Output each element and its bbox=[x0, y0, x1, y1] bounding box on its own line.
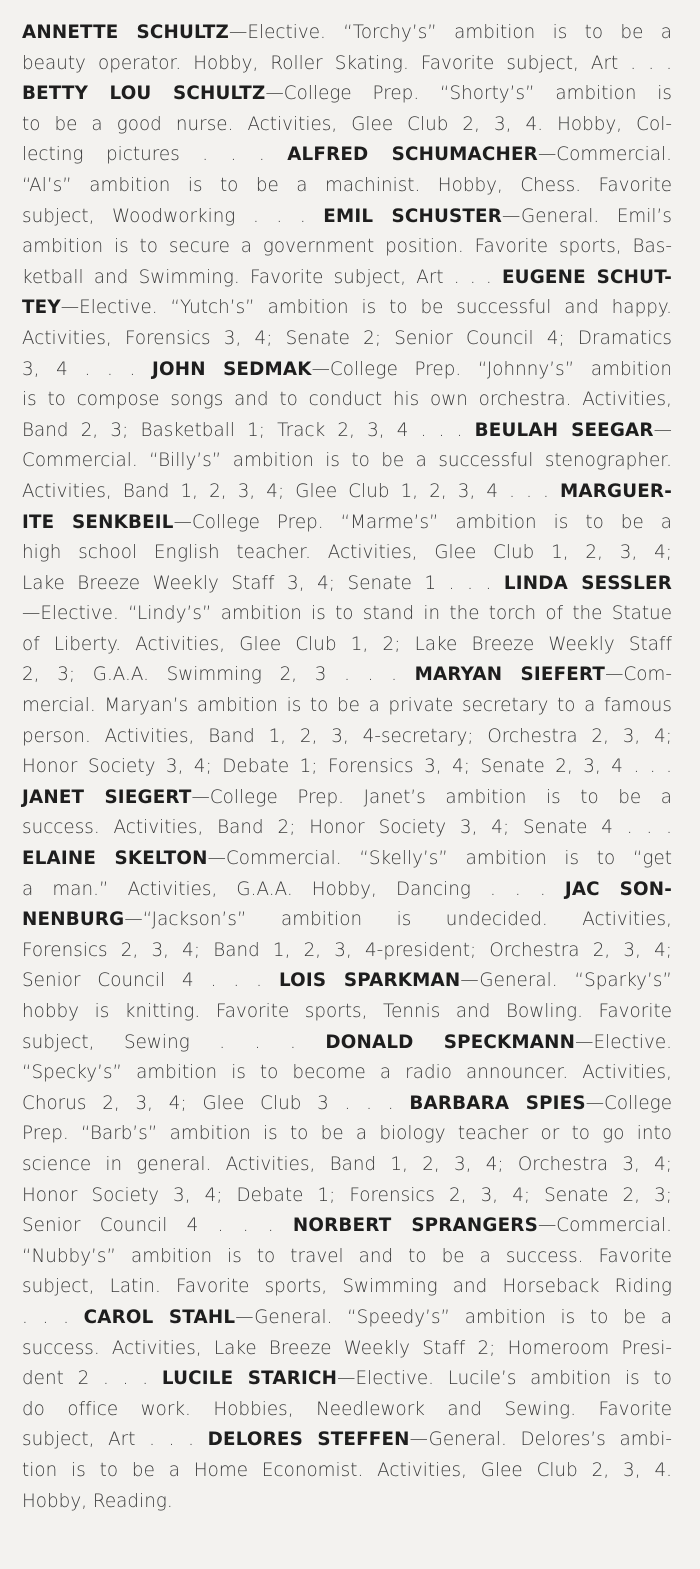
biography-text: Activities, Forensics 3, 4; Senate 2; Senior Council 4; Dramatics bbox=[22, 327, 672, 349]
biography-text: —College Prep. Janet’s ambition is to be a bbox=[191, 786, 672, 808]
text-line bbox=[22, 1425, 672, 1456]
biography-text: —General. Emil’s bbox=[502, 205, 672, 227]
biography-text: —Elective. Lucile’s ambition is to bbox=[337, 1368, 672, 1390]
biography-text: of Liberty. Activities, Glee Club 1, 2; Lake Breeze Weekly Staff bbox=[22, 633, 672, 655]
text-line bbox=[22, 966, 672, 997]
student-name: MARYAN SIEFERT bbox=[414, 664, 606, 686]
text-line bbox=[22, 936, 672, 967]
text-line bbox=[22, 1364, 672, 1395]
text-line bbox=[22, 1272, 672, 1303]
student-name: TEY bbox=[22, 297, 61, 319]
student-name: ALFRED SCHUMACHER bbox=[287, 144, 538, 166]
biography-text: a man.” Activities, G.A.A. Hobby, Dancing . . . bbox=[22, 878, 565, 900]
text-line bbox=[22, 232, 672, 263]
text-line bbox=[22, 569, 672, 600]
student-name: EUGENE SCHUT- bbox=[501, 266, 672, 288]
biography-text: —College Prep. “Marme’s” ambition is to be a bbox=[173, 511, 672, 533]
text-line bbox=[22, 140, 672, 171]
biography-text: subject, Woodworking . . . bbox=[22, 205, 324, 227]
biography-text: subject, Sewing . . . bbox=[22, 1031, 326, 1053]
text-line bbox=[22, 752, 672, 783]
student-name: CAROL STAHL bbox=[83, 1306, 236, 1328]
biography-text: to be a good nurse. Activities, Glee Club 2, 3, 4. Hobby, Col- bbox=[22, 113, 672, 135]
student-name: ITE SENKBEIL bbox=[22, 511, 174, 533]
senior-biographies-column bbox=[22, 18, 672, 1517]
biography-text: hobby is knitting. Favorite sports, Tennis and Bowling. Favorite bbox=[22, 1001, 672, 1022]
biography-text: person. Activities, Band 1, 2, 3, 4-secretary; Orchestra 2, 3, 4; bbox=[22, 725, 672, 747]
text-line bbox=[22, 660, 672, 691]
biography-text: do office work. Hobbies, Needlework and Sewing. Favorite bbox=[22, 1398, 672, 1420]
biography-text: —Elective. “Lindy’s” ambition is to stand in the torch of the Statue bbox=[22, 603, 672, 625]
text-line bbox=[22, 813, 672, 844]
biography-text: —College Prep. “Johnny’s” ambition bbox=[311, 358, 672, 380]
text-line bbox=[22, 1395, 672, 1426]
biography-text: ambition is to secure a government position. Favorite sports, Bas- bbox=[22, 236, 672, 258]
biography-text: “Specky’s” ambition is to become a radio announcer. Activities, bbox=[22, 1062, 672, 1084]
biography-text: high school English teacher. Activities, Glee Club 1, 2, 3, 4; bbox=[22, 542, 672, 564]
biography-text: “Al’s” ambition is to be a machinist. Hobby, Chess. Favorite bbox=[22, 174, 672, 196]
text-line bbox=[22, 446, 672, 477]
text-line bbox=[22, 875, 672, 906]
biography-text: —Elective. bbox=[575, 1031, 672, 1053]
biography-text: —Commercial. bbox=[537, 144, 672, 166]
biography-text: science in general. Activities, Band 1, 2, 3, 4; Orchestra 3, 4; bbox=[22, 1153, 672, 1175]
text-line bbox=[22, 110, 672, 141]
text-line bbox=[22, 263, 672, 294]
text-line bbox=[22, 905, 672, 936]
biography-text: — bbox=[653, 419, 672, 441]
biography-text: Senior Council 4 . . . bbox=[22, 970, 279, 992]
biography-text: —Commercial. bbox=[537, 1215, 672, 1237]
text-line bbox=[22, 538, 672, 569]
text-line bbox=[22, 477, 672, 508]
student-name: NORBERT SPRANGERS bbox=[292, 1215, 538, 1237]
biography-text: 2, 3; G.A.A. Swimming 2, 3 . . . bbox=[22, 664, 415, 686]
student-name: LOIS SPARKMAN bbox=[278, 970, 461, 992]
biography-text: beauty operator. Hobby, Roller Skating. Favorite subject, Art . . . bbox=[22, 52, 672, 74]
biography-text: ketball and Swimming. Favorite subject, Art . . . bbox=[22, 266, 502, 288]
biography-text: —General. “Sparky’s” bbox=[460, 970, 672, 992]
biography-text: —Commercial. “Skelly’s” ambition is to “get bbox=[207, 848, 673, 870]
text-line bbox=[22, 79, 672, 110]
text-line bbox=[22, 1334, 672, 1365]
student-name: MARGUER- bbox=[559, 480, 672, 502]
text-line bbox=[22, 1119, 672, 1150]
text-line bbox=[22, 722, 672, 753]
biography-text: —College bbox=[585, 1092, 672, 1114]
text-line bbox=[22, 1089, 672, 1120]
text-line bbox=[22, 508, 672, 539]
biography-text: Activities, Band 1, 2, 3, 4; Glee Club 1, 2, 3, 4 . . . bbox=[22, 480, 560, 502]
text-line bbox=[22, 1058, 672, 1089]
biography-text: success. Activities, Band 2; Honor Society 3, 4; Senate 4 . . . bbox=[22, 817, 672, 839]
text-line bbox=[22, 293, 672, 324]
text-line bbox=[22, 691, 672, 722]
text-line bbox=[22, 385, 672, 416]
biography-text: Hobby, Reading. bbox=[22, 1490, 173, 1512]
biography-text: mercial. Maryan’s ambition is to be a private secretary to a famous bbox=[22, 695, 672, 717]
biography-text: dent 2 . . . bbox=[22, 1368, 162, 1390]
biography-text: Honor Society 3, 4; Debate 1; Forensics 3, 4; Senate 2, 3, 4 . . . bbox=[22, 756, 672, 778]
biography-text: 3, 4 . . . bbox=[22, 358, 152, 380]
student-name: JOHN SEDMAK bbox=[151, 358, 312, 380]
text-line bbox=[22, 599, 672, 630]
biography-text: —General. Delores’s ambi- bbox=[409, 1429, 673, 1451]
student-name: JAC SON- bbox=[564, 878, 672, 900]
biography-text: Lake Breeze Weekly Staff 3, 4; Senate 1 . . . bbox=[22, 572, 504, 594]
biography-text: subject, Art . . . bbox=[22, 1429, 208, 1451]
text-line bbox=[22, 844, 672, 875]
text-line bbox=[22, 171, 672, 202]
biography-text: —“Jackson’s” ambition is undecided. Activities, bbox=[124, 909, 672, 931]
text-line bbox=[22, 1181, 672, 1212]
student-name: DELORES STEFFEN bbox=[207, 1429, 410, 1451]
biography-text: Chorus 2, 3, 4; Glee Club 3 . . . bbox=[22, 1092, 410, 1114]
biography-text: —General. “Speedy’s” ambition is to be a bbox=[235, 1306, 672, 1328]
student-name: DONALD SPECKMANN bbox=[325, 1031, 576, 1053]
text-line bbox=[22, 416, 672, 447]
biography-text: . . . bbox=[22, 1306, 84, 1328]
biography-text: “Nubby’s” ambition is to travel and to be a success. Favorite bbox=[22, 1245, 672, 1267]
text-line bbox=[22, 997, 672, 1028]
biography-text: success. Activities, Lake Breeze Weekly Staff 2; Homeroom Presi- bbox=[22, 1337, 672, 1359]
student-name: EMIL SCHUSTER bbox=[323, 205, 503, 227]
text-line bbox=[22, 1303, 672, 1334]
student-name: JANET SIEGERT bbox=[22, 786, 192, 808]
student-name: ANNETTE SCHULTZ bbox=[22, 22, 230, 43]
biography-text: —Elective. “Torchy’s” ambition is to be a bbox=[229, 22, 672, 43]
biography-text: Senior Council 4 . . . bbox=[22, 1215, 293, 1237]
biography-text: Prep. “Barb’s” ambition is to be a biology teacher or to go into bbox=[22, 1123, 672, 1145]
student-name: LINDA SESSLER bbox=[503, 572, 672, 594]
biography-text: tion is to be a Home Economist. Activities, Glee Club 2, 3, 4. bbox=[22, 1459, 672, 1481]
student-name: ELAINE SKELTON bbox=[22, 848, 208, 870]
student-name: LUCILE STARICH bbox=[161, 1368, 338, 1390]
biography-text: lecting pictures . . . bbox=[22, 144, 288, 166]
text-line bbox=[22, 783, 672, 814]
biography-text: —Com- bbox=[605, 664, 672, 686]
biography-text: Honor Society 3, 4; Debate 1; Forensics 2, 3, 4; Senate 2, 3; bbox=[22, 1184, 672, 1206]
text-line bbox=[22, 1211, 672, 1242]
text-line bbox=[22, 1456, 672, 1487]
biography-text: —College Prep. “Shorty’s” ambition is bbox=[265, 83, 672, 105]
biography-text: is to compose songs and to conduct his own orchestra. Activities, bbox=[22, 389, 672, 411]
text-line bbox=[22, 1487, 672, 1518]
text-line bbox=[22, 49, 672, 80]
text-line bbox=[22, 1150, 672, 1181]
student-name: NENBURG bbox=[22, 909, 125, 931]
biography-text: Commercial. “Billy’s” ambition is to be a successful stenographer. bbox=[22, 450, 672, 472]
text-line bbox=[22, 1242, 672, 1273]
text-line bbox=[22, 202, 672, 233]
student-name: BETTY LOU SCHULTZ bbox=[22, 83, 266, 105]
text-line bbox=[22, 630, 672, 661]
biography-text: subject, Latin. Favorite sports, Swimming and Horseback Riding bbox=[22, 1276, 672, 1298]
biography-text: Band 2, 3; Basketball 1; Track 2, 3, 4 . . . bbox=[22, 419, 475, 441]
student-name: BARBARA SPIES bbox=[409, 1092, 586, 1114]
text-line bbox=[22, 1028, 672, 1059]
text-line bbox=[22, 355, 672, 386]
student-name: BEULAH SEEGAR bbox=[474, 419, 654, 441]
text-line bbox=[22, 18, 672, 49]
biography-text: —Elective. “Yutch’s” ambition is to be successful and happy. bbox=[60, 297, 672, 319]
text-line bbox=[22, 324, 672, 355]
biography-text: Forensics 2, 3, 4; Band 1, 2, 3, 4-president; Orchestra 2, 3, 4; bbox=[22, 939, 672, 961]
